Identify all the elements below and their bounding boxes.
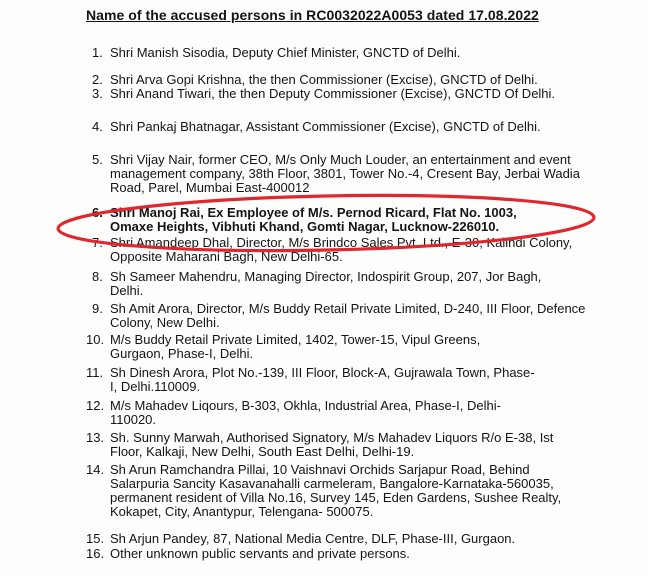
list-item-number: 4. <box>92 119 103 134</box>
list-item-text: Shri Amandeep Dhal, Director, M/s Brindco Sales Pvt. Ltd., E-30, Kalindi Colony, Opposite Maharani Bagh, New Delhi-65. <box>110 235 573 264</box>
list-item-number: 6. <box>92 205 103 220</box>
document-heading: Name of the accused persons in RC0032022A0053 dated 17.08.2022 <box>86 7 539 23</box>
list-item-text: Shri Manish Sisodia, Deputy Chief Minister, GNCTD of Delhi. <box>110 45 461 60</box>
list-item-number: 1. <box>92 45 103 60</box>
list-item-text: Sh. Sunny Marwah, Authorised Signatory, M/s Mahadev Liquors R/o E-38, Ist Floor, Kalkaji, New Delhi, South East Delhi, Delhi-19. <box>110 430 554 459</box>
list-item-number: 9. <box>92 301 103 316</box>
list-item-text: Sh Arjun Pandey, 87, National Media Centre, DLF, Phase-III, Gurgaon. <box>110 531 516 546</box>
list-item-text: Shri Manoj Rai, Ex Employee of M/s. Pernod Ricard, Flat No. 1003, Omaxe Heights, Vibhuti Khand, Gomti Nagar, Lucknow-226010. <box>110 205 517 234</box>
list-item-text: M/s Mahadev Liqours, B-303, Okhla, Industrial Area, Phase-I, Delhi-110020. <box>110 398 501 427</box>
list-item-text: Sh Sameer Mahendru, Managing Director, Indospirit Group, 207, Jor Bagh, Delhi. <box>110 269 542 298</box>
list-item-text: Sh Amit Arora, Director, M/s Buddy Retail Private Limited, D-240, III Floor, Defence Colony, New Delhi. <box>110 301 586 330</box>
list-item-text: Shri Pankaj Bhatnagar, Assistant Commissioner (Excise), GNCTD of Delhi. <box>110 119 541 134</box>
list-item-text: Shri Arva Gopi Krishna, the then Commissioner (Excise), GNCTD of Delhi. <box>110 72 538 87</box>
list-item-number: 11. <box>86 365 104 380</box>
list-item-number: 2. <box>92 72 103 87</box>
list-item-number: 16. <box>86 546 105 561</box>
list-item-number: 10. <box>86 332 105 347</box>
list-item-text: Other unknown public servants and private persons. <box>110 546 410 561</box>
list-item-number: 14. <box>86 462 105 477</box>
list-item-number: 7. <box>92 235 103 250</box>
list-item-text: Shri Vijay Nair, former CEO, M/s Only Much Louder, an entertainment and event management company, 38th Floor, 3801, Tower No.-4, Cresent Bay, Jerbai Wadia Road, Parel, Mumbai East-400012 <box>110 152 580 195</box>
list-item-number: 5. <box>92 152 103 167</box>
list-item-number: 8. <box>92 269 103 284</box>
list-item-number: 3. <box>92 86 103 101</box>
list-item-text: Sh Arun Ramchandra Pillai, 10 Vaishnavi Orchids Sarjapur Road, Behind Salarpuria Sancity Kasavanahalli carmeleram, Bangalore-Karnataka-560035, permanent resident of Villa No.16, Survey 145, Eden Gardens, Sushee Realty, Kokapet, City, Anantypur, Telengana- 500075. <box>110 462 562 519</box>
list-item-number: 15. <box>86 531 105 546</box>
list-item-number: 12. <box>86 398 105 413</box>
list-item-text: Shri Anand Tiwari, the then Deputy Commissioner (Excise), GNCTD Of Delhi. <box>110 86 556 101</box>
list-item-text: Sh Dinesh Arora, Plot No.-139, III Floor, Block-A, Gujrawala Town, Phase-I, Delhi.110009. <box>110 365 535 394</box>
list-item-number: 13. <box>86 430 105 445</box>
list-item-text: M/s Buddy Retail Private Limited, 1402, Tower-15, Vipul Greens, Gurgaon, Phase-I, Delhi. <box>110 332 481 361</box>
